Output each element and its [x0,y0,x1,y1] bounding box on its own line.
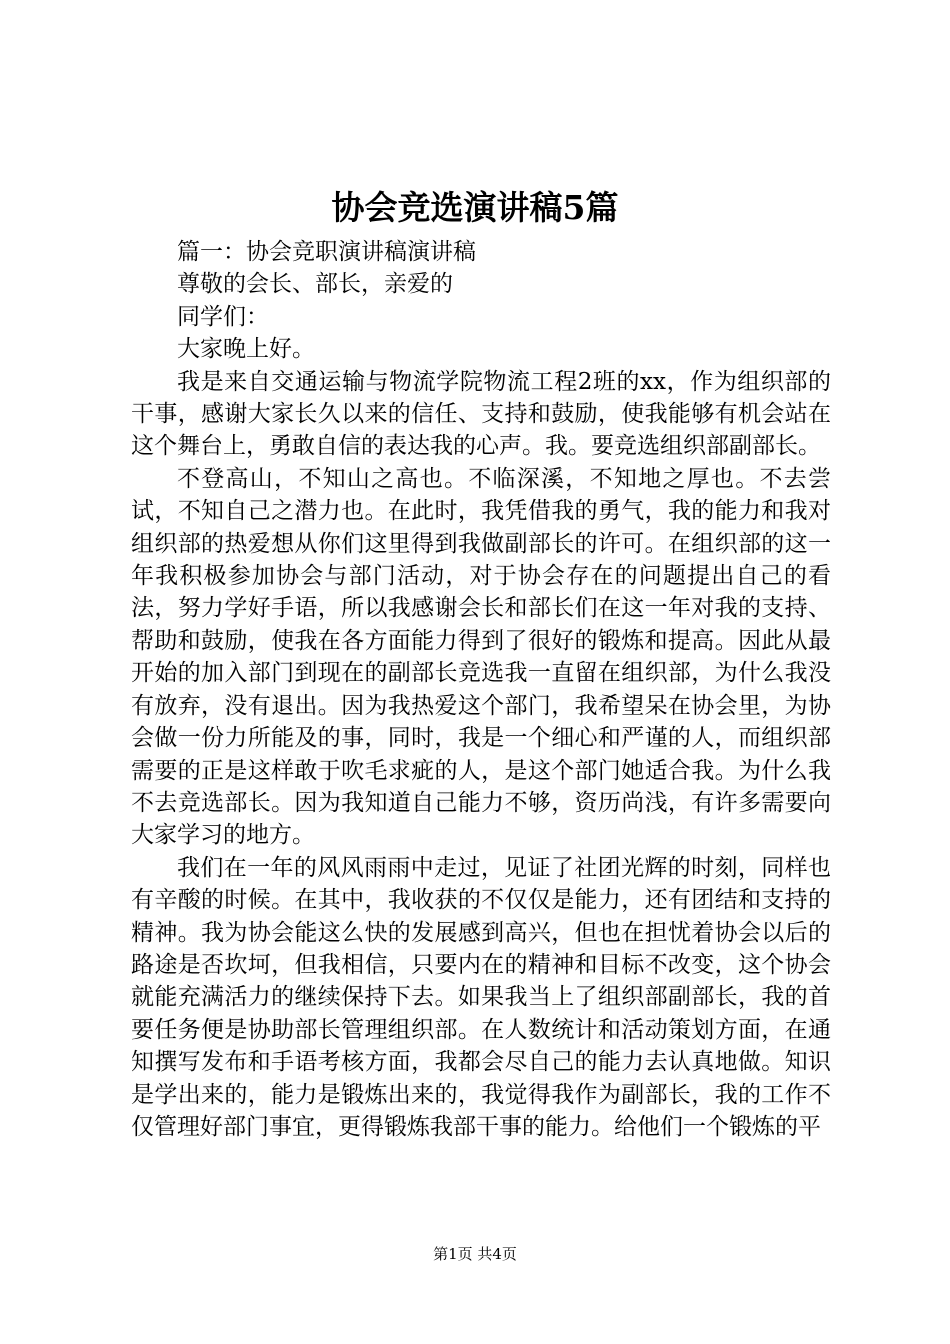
paragraph: 我是来自交通运输与物流学院物流工程2班的xx，作为组织部的干事，感谢大家长久以来的信任、支持和鼓励，使我能够有机会站在这个舞台上，勇敢自信的表达我的心声。我。要竞选组织部副部长。 [131,368,831,460]
paragraph: 我们在一年的风风雨雨中走过，见证了社团光辉的时刻，同样也有辛酸的时候。在其中，我收获的不仅仅是能力，还有团结和支持的精神。我为协会能这么快的发展感到高兴，但也在担忧着协会以后的路途是否坎坷，但我相信，只要内在的精神和目标不改变，这个协会就能充满活力的继续保持下去。如果我当上了组织部副部长，我的首要任务便是协助部长管理组织部。在人数统计和活动策划方面，在通知撰写发布和手语考核方面，我都会尽自己的能力去认真地做。知识是学出来的，能力是锻炼出来的，我觉得我作为副部长，我的工作不仅管理好部门事宜，更得锻炼我部干事的能力。给他们一个锻炼的平 [131,854,831,1140]
paragraph: 不登高山，不知山之高也。不临深溪，不知地之厚也。不去尝试，不知自己之潜力也。在此时，我凭借我的勇气，我的能力和我对组织部的热爱想从你们这里得到我做副部长的许可。在组织部的这一年我积极参加协会与部门活动，对于协会存在的问题提出自己的看法，努力学好手语，所以我感谢会长和部长们在这一年对我的支持、帮助和鼓励，使我在各方面能力得到了很好的锻炼和提高。因此从最开始的加入部门到现在的副部长竞选我一直留在组织部，为什么我没有放弃，没有退出。因为我热爱这个部门，我希望呆在协会里，为协会做一份力所能及的事，同时，我是一个细心和严谨的人，而组织部需要的正是这样敢于吹毛求疵的人，是这个部门她适合我。为什么我不去竞选部长。因为我知道自己能力不够，资历尚浅，有许多需要向大家学习的地方。 [131,465,831,849]
paragraph: 大家晚上好。 [177,336,315,363]
paragraph: 同学们： [177,303,269,330]
paragraph: 尊敬的会长、部长，亲爱的 [177,271,453,298]
page-footer: 第1页 共4页 [433,1245,517,1263]
document-body [131,236,831,1143]
document-title: 协会竞选演讲稿5篇 [331,188,619,227]
paragraph: 篇一：协会竞职演讲稿演讲稿 [177,239,476,265]
